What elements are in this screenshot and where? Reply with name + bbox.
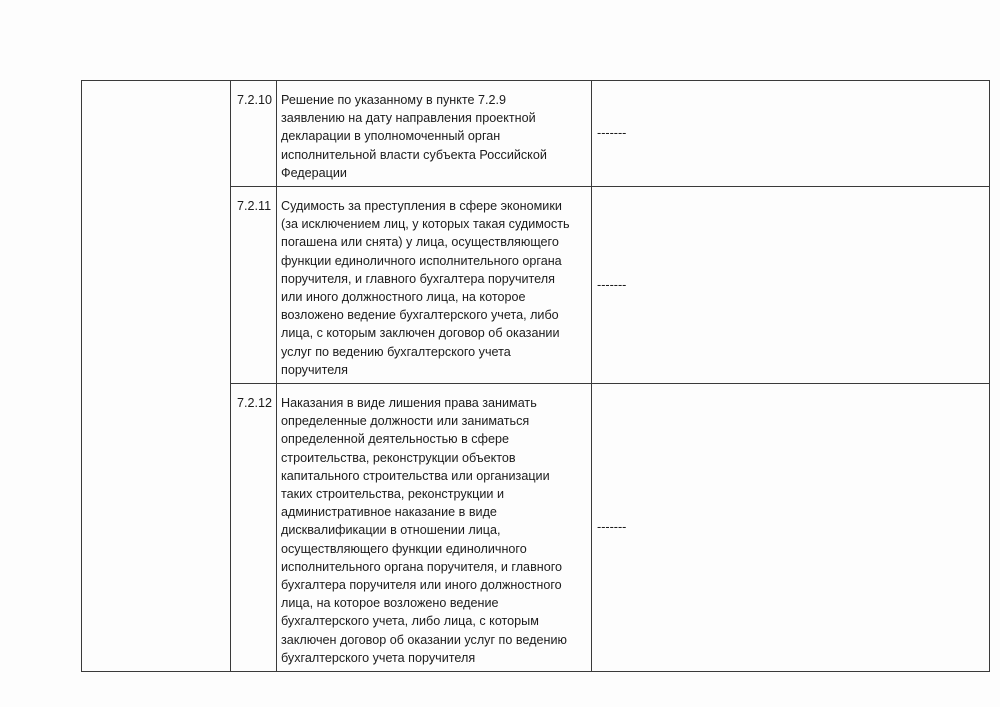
- table-row: [82, 81, 990, 187]
- description-line: осуществляющего функции единоличного: [281, 541, 527, 556]
- description-line: или иного должностного лица, на которое: [281, 290, 526, 305]
- description-line: Наказания в виде лишения права занимать: [281, 396, 537, 411]
- description-line: определенной деятельностью в сфере: [281, 432, 509, 447]
- description-line: исполнительной власти субъекта Российской: [281, 147, 547, 162]
- item-number: 7.2.10: [231, 81, 277, 187]
- description-line: Федерации: [281, 165, 347, 180]
- description-line: бухгалтера поручителя или иного должностного: [281, 578, 562, 593]
- item-value: -------: [592, 81, 990, 187]
- description-line: Судимость за преступления в сфере экономики: [281, 199, 562, 214]
- description-line: исполнительного органа поручителя, и главного: [281, 559, 563, 574]
- item-description: [277, 81, 592, 187]
- description-line: (за исключением лиц, у которых такая судимость: [281, 217, 570, 232]
- description-line: поручителя: [281, 362, 348, 377]
- description-line: лица, с которым заключен договор об оказании: [281, 326, 560, 341]
- description-line: лица, на которое возложено ведение: [281, 596, 499, 611]
- description-line: капитального строительства или организации: [281, 468, 550, 483]
- item-description: [277, 384, 592, 672]
- item-number: 7.2.12: [231, 384, 277, 672]
- item-number: 7.2.11: [231, 187, 277, 384]
- item-value: -------: [592, 384, 990, 672]
- section-cell: [82, 81, 231, 672]
- description-line: заявлению на дату направления проектной: [281, 111, 536, 126]
- description-line: функции единоличного исполнительного органа: [281, 253, 562, 268]
- description-line: бухгалтерского учета, либо лица, с которым: [281, 614, 539, 629]
- item-description: [277, 187, 592, 384]
- description-line: административное наказание в виде: [281, 505, 497, 520]
- description-line: поручителя, и главного бухгалтера поручителя: [281, 271, 555, 286]
- item-value: -------: [592, 187, 990, 384]
- description-line: декларации в уполномоченный орган: [281, 129, 501, 144]
- disclosure-table: [81, 80, 990, 672]
- description-line: заключен договор об оказании услуг по ведению: [281, 632, 567, 647]
- description-line: строительства, реконструкции объектов: [281, 450, 516, 465]
- description-line: услуг по ведению бухгалтерского учета: [281, 344, 511, 359]
- description-line: определенные должности или заниматься: [281, 414, 530, 429]
- description-line: погашена или снята) у лица, осуществляющего: [281, 235, 559, 250]
- description-line: таких строительства, реконструкции и: [281, 487, 504, 502]
- description-line: возложено ведение бухгалтерского учета, либо: [281, 308, 559, 323]
- description-line: Решение по указанному в пункте 7.2.9: [281, 93, 507, 107]
- description-line: дисквалификации в отношении лица,: [281, 523, 501, 538]
- description-line: бухгалтерского учета поручителя: [281, 650, 476, 665]
